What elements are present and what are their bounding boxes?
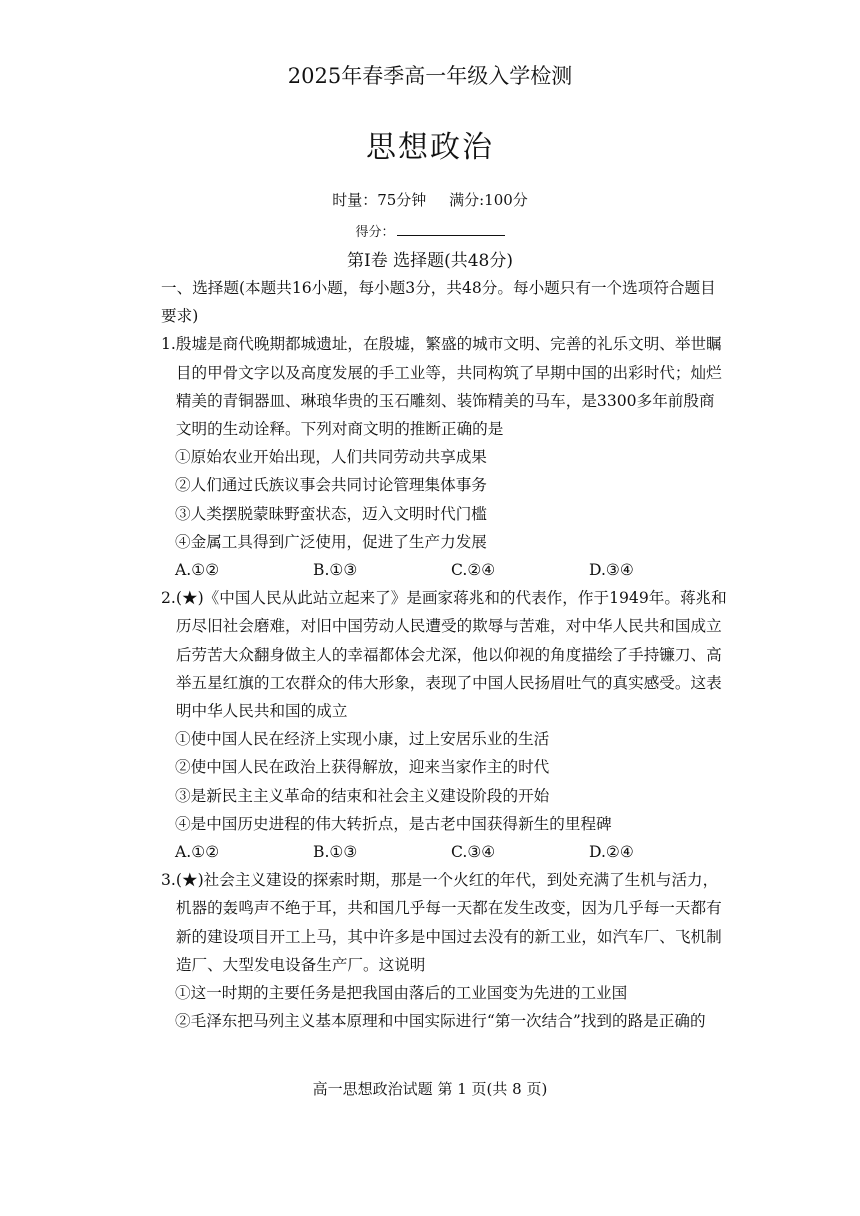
section-intro: 一、选择题(本题共16小题，每小题3分，共48分。每小题只有一个选项符合题目要求) xyxy=(161,279,716,326)
statement-list xyxy=(161,979,727,1035)
choice-row xyxy=(161,838,727,866)
choice-b[interactable]: B.①③ xyxy=(313,843,358,862)
question-2 xyxy=(161,584,727,866)
choice-c[interactable]: C.③④ xyxy=(451,843,496,862)
exam-title: 2025年春季高一年级入学检测 xyxy=(287,64,573,88)
choice-a[interactable]: A.①② xyxy=(175,561,220,580)
choice-c[interactable]: C.②④ xyxy=(451,561,496,580)
question-number: 2. xyxy=(161,589,176,608)
statement-list xyxy=(161,443,727,556)
question-stem: 殷墟是商代晚期都城遗址，在殷墟，繁盛的城市文明、完善的礼乐文明、举世瞩目的甲骨文字以及高度发展的手工业等，共同构筑了早期中国的出彩时代；灿烂精美的青铜器皿、琳琅华贵的玉石雕刻、装饰精美的马车，是3300多年前殷商文明的生动诠释。下列对商文明的推断正确的是 xyxy=(175,335,722,439)
subject-title: 思想政治 xyxy=(366,130,494,165)
choice-a[interactable]: A.①② xyxy=(175,843,220,862)
question-3 xyxy=(161,866,727,1035)
choice-d[interactable]: D.②④ xyxy=(589,843,634,862)
questions-area xyxy=(161,274,727,1035)
score-line xyxy=(0,221,860,240)
question-stem-row xyxy=(161,866,727,979)
score-label: 得分： xyxy=(355,225,395,240)
statement: ②毛泽东把马列主义基本原理和中国实际进行“第一次结合”找到的路是正确的 xyxy=(175,1012,706,1031)
statement: ④金属工具得到广泛使用，促进了生产力发展 xyxy=(175,532,487,551)
question-1 xyxy=(161,330,727,584)
statement: ③是新民主主义革命的结束和社会主义建设阶段的开始 xyxy=(175,786,550,805)
time-label: 时量：75分钟 xyxy=(332,191,427,209)
statement-list xyxy=(161,725,727,838)
choice-b[interactable]: B.①③ xyxy=(313,561,358,580)
statement: ①原始农业开始出现，人们共同劳动共享成果 xyxy=(175,448,487,467)
question-number: 3. xyxy=(161,871,176,890)
question-number: 1. xyxy=(161,335,176,354)
statement: ④是中国历史进程的伟大转折点，是古老中国获得新生的里程碑 xyxy=(175,814,612,833)
question-stem-row xyxy=(161,584,727,725)
question-stem: (★)《中国人民从此站立起来了》是画家蒋兆和的代表作，作于1949年。蒋兆和历尽旧社会磨难，对旧中国劳动人民遭受的欺辱与苦难，对中华人民共和国成立后劳苦大众翻身做主人的幸福都体会尤深，他以仰视的角度描绘了手持镰刀、高举五星红旗的工农群众的伟大形象，表现了中国人民扬眉吐气的真实感受。这表明中华人民共和国的成立 xyxy=(175,589,727,721)
section-title: 第Ⅰ卷 选择题(共48分) xyxy=(346,251,513,271)
score-blank[interactable] xyxy=(397,223,505,236)
choice-d[interactable]: D.③④ xyxy=(589,561,634,580)
choice-row xyxy=(161,556,727,584)
full-score-label: 满分:100分 xyxy=(449,191,528,209)
statement: ③人类摆脱蒙昧野蛮状态，迈入文明时代门槛 xyxy=(175,504,487,523)
statement: ②人们通过氏族议事会共同讨论管理集体事务 xyxy=(175,476,487,495)
statement: ②使中国人民在政治上获得解放，迎来当家作主的时代 xyxy=(175,758,550,777)
question-stem: (★)社会主义建设的探索时期，那是一个火红的年代，到处充满了生机与活力，机器的轰鸣声不绝于耳，共和国几乎每一天都在发生改变，因为几乎每一天都有新的建设项目开工上马，其中许多是中国过去没有的新工业，如汽车厂、飞机制造厂、大型发电设备生产厂。这说明 xyxy=(175,871,722,974)
question-stem-row xyxy=(161,330,727,443)
statement: ①使中国人民在经济上实现小康，过上安居乐业的生活 xyxy=(175,730,550,749)
statement: ①这一时期的主要任务是把我国由落后的工业国变为先进的工业国 xyxy=(175,984,628,1003)
page-footer: 高一思想政治试题 第 1 页(共 8 页) xyxy=(312,1080,548,1098)
exam-meta xyxy=(0,189,860,210)
